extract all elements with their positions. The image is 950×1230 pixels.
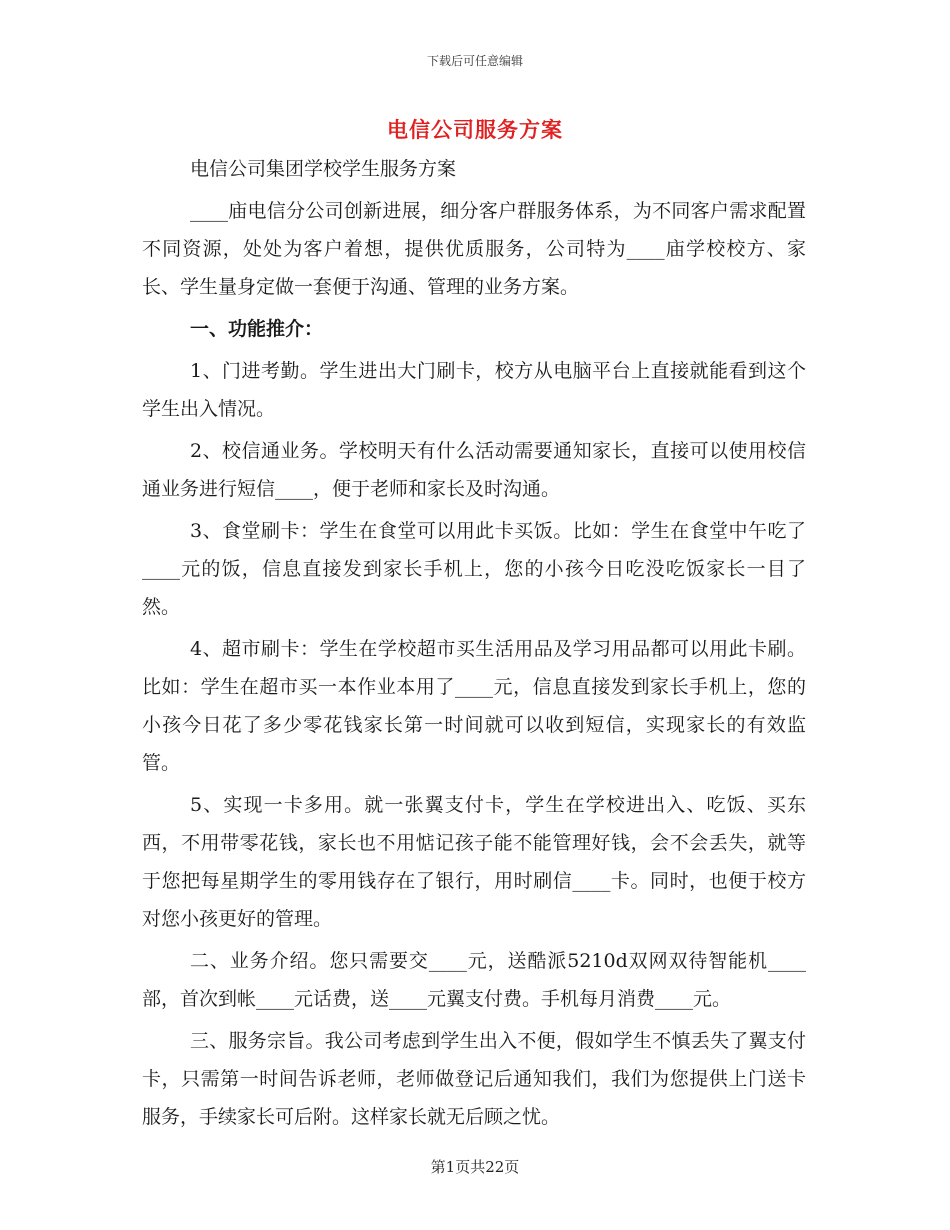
list-item: 2、校信通业务。学校明天有什么活动需要通知家长，直接可以使用校信通业务进行短信____，便于老师和家长及时沟通。 [142,440,806,500]
document-subtitle: 电信公司集团学校学生服务方案 [190,158,457,180]
document-body [142,150,806,1140]
section-heading: 一、功能推介： [190,318,324,340]
intro-paragraph: ____庙电信分公司创新进展，细分客户群服务体系，为不同客户需求配置不同资源，处处为客户着想，提供优质服务，公司特为____庙学校校方、家长、学生量身定做一套便于沟通、管理的业务方案。 [142,200,806,298]
list-item: 4、超市刷卡：学生在学校超市买生活用品及学习用品都可以用此卡刷。比如：学生在超市买一本作业本用了____元，信息直接发到家长手机上，您的小孩今日花了多少零花钱家长第一时间就可以收到短信，实现家长的有效监管。 [142,638,806,774]
page-header: 下载后可任意编辑 [426,54,523,68]
list-item: 1、门进考勤。学生进出大门刷卡，校方从电脑平台上直接就能看到这个学生出入情况。 [142,360,806,420]
section-paragraph: 三、服务宗旨。我公司考虑到学生出入不便，假如学生不慎丢失了翼支付卡，只需第一时间告诉老师，老师做登记后通知我们，我们为您提供上门送卡服务，手续家长可后附。这样家长就无后顾之忧。 [142,1030,806,1128]
list-item: 3、食堂刷卡：学生在食堂可以用此卡买饭。比如：学生在食堂中午吃了____元的饭，信息直接发到家长手机上，您的小孩今日吃没吃饭家长一目了然。 [142,520,806,618]
document-title: 电信公司服务方案 [387,117,563,142]
page-footer: 第1页共22页 [430,1158,520,1176]
section-paragraph: 二、业务介绍。您只需要交____元，送酷派5210d双网双待智能机____部，首次到帐____元话费，送____元翼支付费。手机每月消费____元。 [142,950,806,1010]
list-item: 5、实现一卡多用。就一张翼支付卡，学生在学校进出入、吃饭、买东西，不用带零花钱，家长也不用惦记孩子能不能管理好钱，会不会丢失，就等于您把每星期学生的零用钱存在了银行，用时刷信____卡。同时，也便于校方对您小孩更好的管理。 [142,794,806,930]
